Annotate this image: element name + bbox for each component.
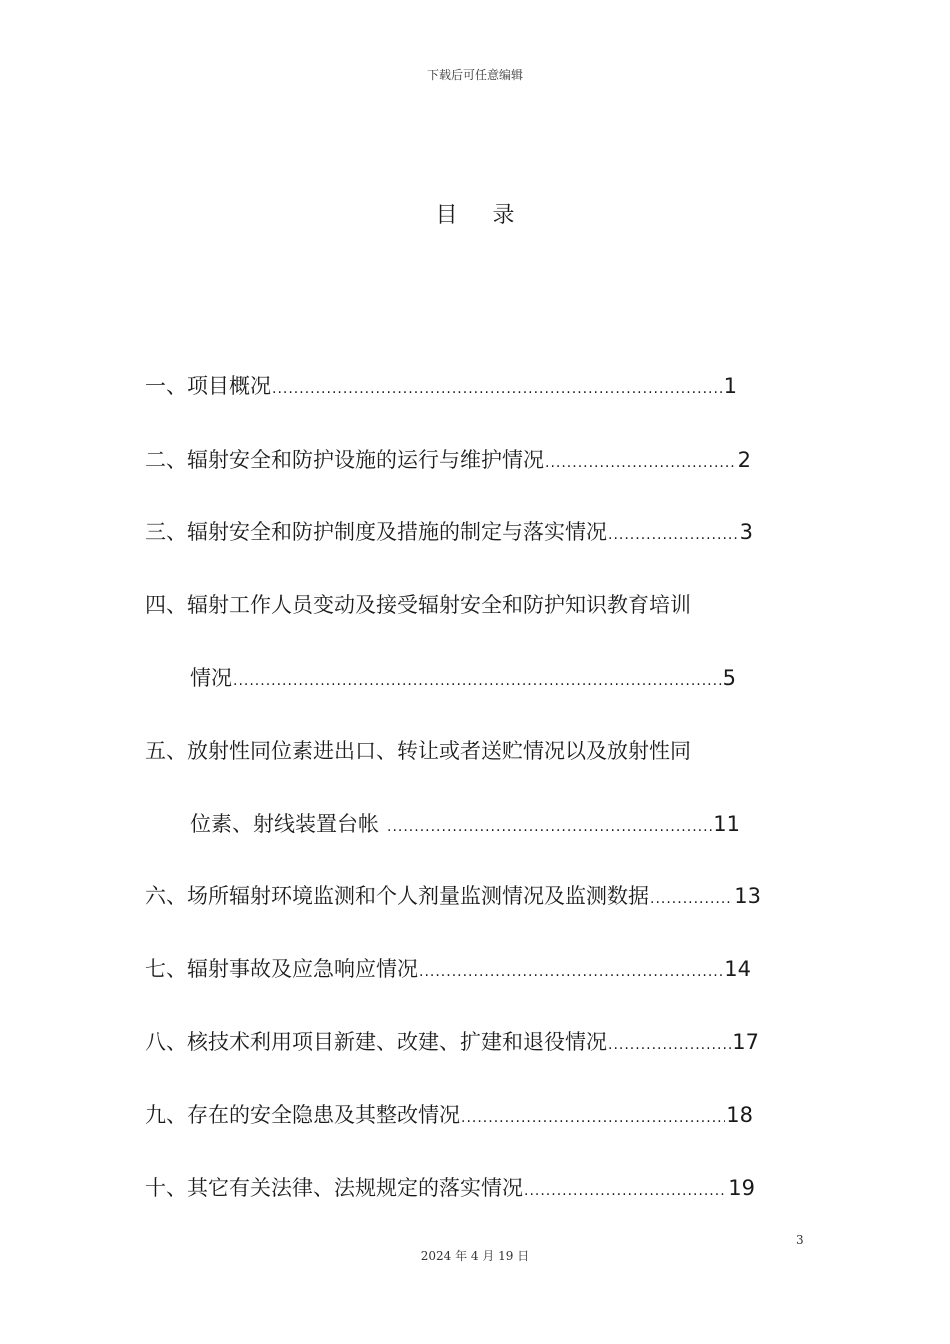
toc-leader-dots	[272, 374, 723, 404]
toc-entry-page: 5	[722, 666, 736, 690]
toc-entry-8[interactable]	[145, 1027, 759, 1057]
toc-entry-label: 六、场所辐射环境监测和个人剂量监测情况及监测数据	[145, 884, 649, 908]
toc-entry-page: 14	[724, 957, 751, 981]
toc-leader-dots	[419, 957, 723, 987]
toc-entry-5[interactable]	[145, 736, 755, 766]
toc-entry-page: 18	[726, 1103, 753, 1127]
toc-entry-label: 八、核技术利用项目新建、改建、扩建和退役情况	[145, 1030, 607, 1054]
toc-entry-6[interactable]	[145, 881, 761, 911]
header-note: 下载后可任意编辑	[426, 68, 523, 82]
toc-entry-10[interactable]	[145, 1173, 755, 1203]
footer-date: 2024 年 4 月 19 日	[420, 1249, 530, 1263]
toc-entry-label: 二、辐射安全和防护设施的运行与维护情况	[145, 448, 544, 472]
toc-entry-page: 1	[723, 374, 737, 398]
toc-entry-4-cont[interactable]	[190, 663, 736, 693]
toc-entry-label: 十、其它有关法律、法规规定的落实情况	[145, 1176, 523, 1200]
toc-leader-dots	[650, 884, 733, 914]
toc-entry-page: 13	[734, 884, 761, 908]
toc-entry-page: 3	[739, 520, 753, 544]
toc-leader-dots	[461, 1103, 725, 1133]
toc-entry-9[interactable]	[145, 1100, 753, 1130]
page-number: 3	[796, 1233, 804, 1247]
toc-entry-label: 五、放射性同位素进出口、转让或者送贮情况以及放射性同	[145, 739, 691, 763]
toc-entry-page: 11	[713, 812, 740, 836]
toc-entry-3[interactable]	[145, 517, 753, 547]
toc-entry-label-cont: 位素、射线装置台帐	[190, 812, 379, 836]
toc-entry-label-cont: 情况	[190, 666, 232, 690]
toc-entry-label: 一、项目概况	[145, 374, 271, 398]
toc-leader-dots	[387, 812, 712, 842]
toc-entry-7[interactable]	[145, 954, 751, 984]
toc-entry-5-cont[interactable]	[190, 809, 740, 839]
toc-entry-4[interactable]	[145, 590, 755, 620]
toc-leader-dots	[545, 448, 737, 478]
toc-entry-2[interactable]	[145, 445, 751, 475]
toc-leader-dots	[524, 1176, 727, 1206]
toc-entry-label: 四、辐射工作人员变动及接受辐射安全和防护知识教育培训	[145, 593, 691, 617]
toc-entry-label: 七、辐射事故及应急响应情况	[145, 957, 418, 981]
toc-leader-dots	[608, 1030, 731, 1060]
toc-entry-1[interactable]	[145, 371, 737, 401]
toc-entry-page: 17	[732, 1030, 759, 1054]
toc-leader-dots	[608, 520, 739, 550]
toc-entry-label: 九、存在的安全隐患及其整改情况	[145, 1103, 460, 1127]
toc-title: 目 录	[435, 203, 529, 228]
toc-entry-page: 19	[728, 1176, 755, 1200]
toc-entry-label: 三、辐射安全和防护制度及措施的制定与落实情况	[145, 520, 607, 544]
toc-entry-page: 2	[737, 448, 751, 472]
toc-leader-dots	[233, 666, 722, 696]
